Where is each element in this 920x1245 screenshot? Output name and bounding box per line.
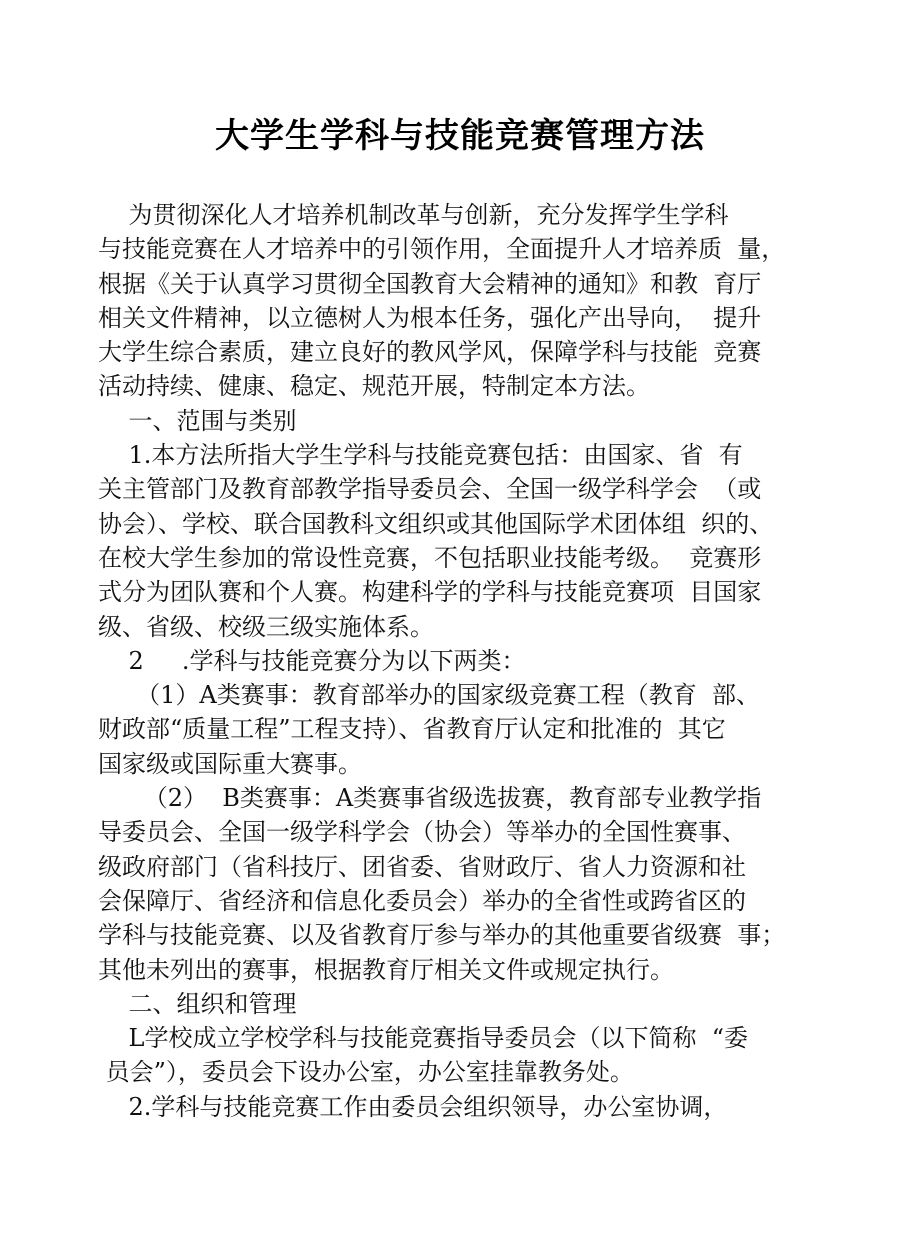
text-line: （1）A类赛事：教育部举办的国家级竞赛工程（教育 部、 bbox=[98, 681, 761, 710]
text-line: 会保障厅、省经济和信息化委员会）举办的全省性或跨省区的 bbox=[98, 886, 746, 915]
text-line: 关主管部门及教育部教学指导委员会、全国一级学科学会 （或 bbox=[98, 475, 762, 504]
text-line: 式分为团队赛和个人赛。构建科学的学科与技能竞赛项 目国家 bbox=[98, 578, 762, 607]
text-line: 员会”），委员会下设办公室，办公室挂靠教务处。 bbox=[98, 1058, 634, 1087]
text-line: L学校成立学校学科与技能竞赛指导委员会（以下简称 “委 bbox=[98, 1024, 748, 1053]
text-line: 2.学科与技能竞赛工作由委员会组织领导，办公室协调， bbox=[98, 1092, 728, 1121]
text-line: 为贯彻深化人才培养机制改革与创新，充分发挥学生学科 bbox=[98, 201, 729, 229]
text-line: 与技能竞赛在人才培养中的引领作用，全面提升人才培养质 量， bbox=[98, 235, 786, 264]
text-line: 学科与技能竞赛、以及省教育厅参与举办的其他重要省级赛 事； bbox=[98, 921, 786, 950]
text-line: 国家级或国际重大赛事。 bbox=[98, 749, 362, 778]
document-title: 大学生学科与技能竞赛管理方法 bbox=[215, 116, 705, 156]
text-line: 在校大学生参加的常设性竞赛，不包括职业技能考级。 竞赛形 bbox=[98, 543, 762, 572]
text-line: 其他未列出的赛事，根据教育厅相关文件或规定执行。 bbox=[98, 955, 674, 984]
text-line: 根据《关于认真学习贯彻全国教育大会精神的通知》和教 育厅 bbox=[98, 269, 762, 298]
text-line: 活动持续、健康、稳定、规范开展，特制定本方法。 bbox=[98, 372, 650, 401]
section-heading: 二、组织和管理 bbox=[98, 989, 297, 1018]
section-heading: 一、范围与类别 bbox=[98, 406, 297, 435]
text-line: 1.本方法所指大学生学科与技能竞赛包括：由国家、省 有 bbox=[98, 441, 743, 470]
text-line: 2 .学科与技能竞赛分为以下两类： bbox=[98, 646, 526, 675]
document-body bbox=[98, 198, 858, 1124]
text-line: 相关文件精神，以立德树人为根本任务，强化产出导向， 提升 bbox=[98, 303, 762, 332]
text-line: 财政部“质量工程”工程支持）、省教育厅认定和批准的 其它 bbox=[98, 715, 726, 744]
text-line: （2） B类赛事：A类赛事省级选拔赛，教育部专业教学指 bbox=[98, 784, 762, 813]
text-line: 级、省级、校级三级实施体系。 bbox=[98, 612, 434, 641]
text-line: 级政府部门（省科技厅、团省委、省财政厅、省人力资源和社 bbox=[98, 852, 746, 881]
text-line: 协会）、学校、联合国教科文组织或其他国际学术团体组 织的、 bbox=[98, 509, 774, 538]
text-line: 大学生综合素质，建立良好的教风学风，保障学科与技能 竞赛 bbox=[98, 338, 762, 367]
text-line: 导委员会、全国一级学科学会（协会）等举办的全国性赛事、 bbox=[98, 818, 746, 847]
